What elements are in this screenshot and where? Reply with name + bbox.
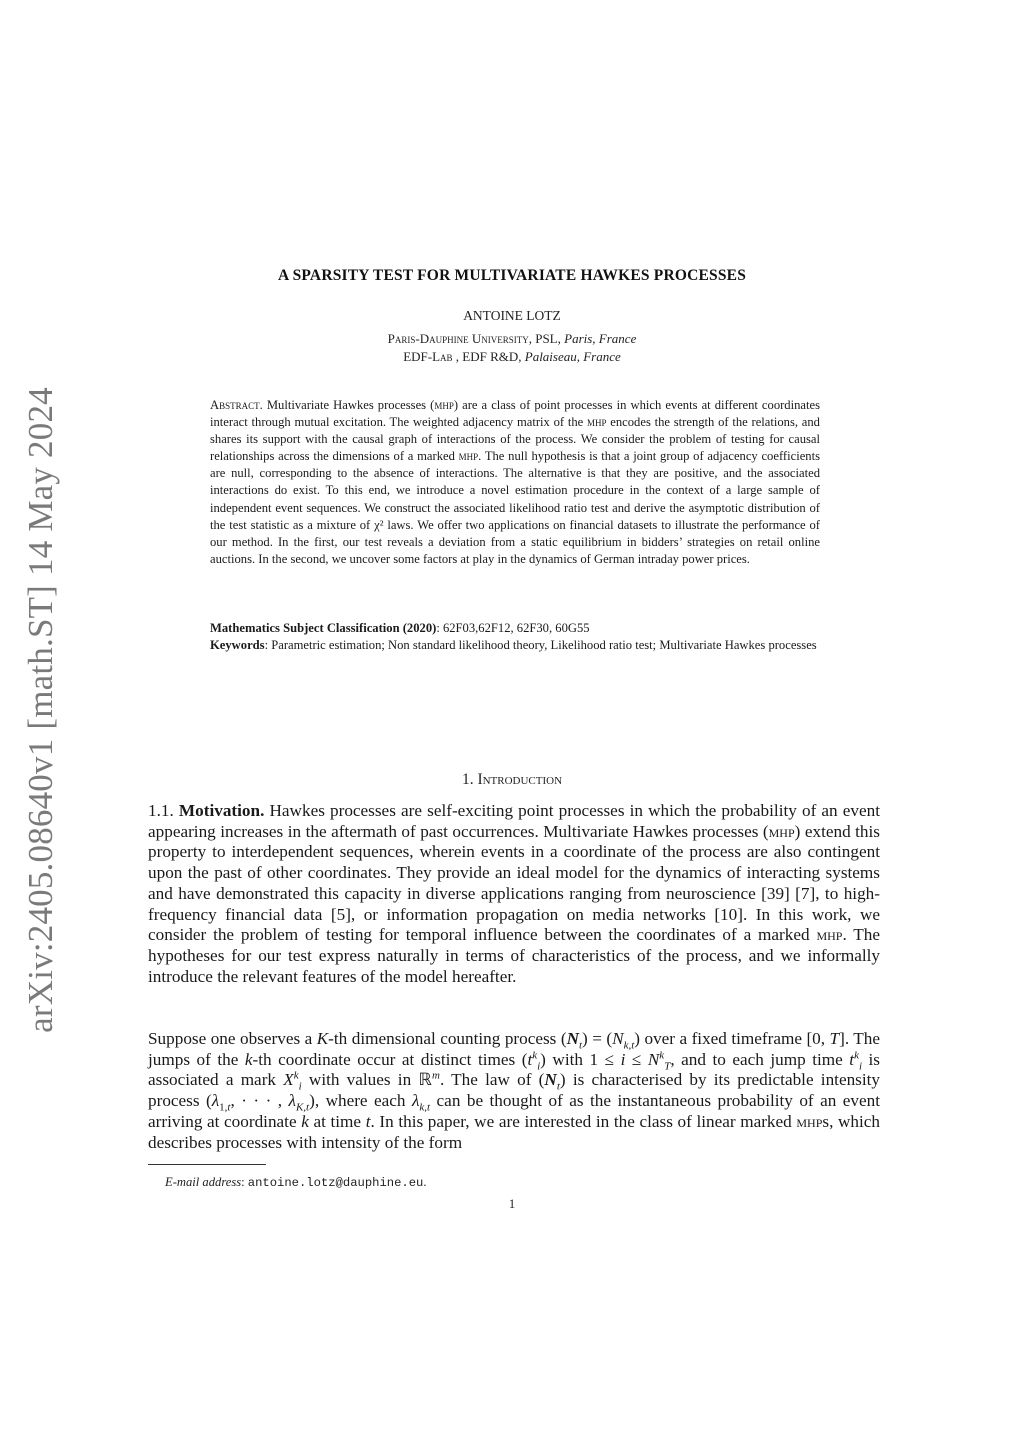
abstract-label: Abstract. — [210, 398, 263, 412]
subsection-title: Motivation. — [178, 801, 265, 820]
section-heading — [0, 771, 1024, 789]
paragraph2-acronym: mhp — [796, 1111, 823, 1131]
paragraph2-text: -th dimensional counting process ( — [328, 1029, 567, 1048]
paragraph2-text: , and to each jump time — [670, 1049, 850, 1069]
abstract-text-3: encodes the strength of the relations, and shares its support with the causal graph of interactions of the process. We consider the problem of testing for causal relationships across the dimensions of a marked — [210, 415, 820, 464]
paragraph2-text: ) over a fixed timeframe [0, — [634, 1029, 830, 1048]
paragraph2-text: ), where each — [309, 1091, 412, 1111]
paragraph-setup: Suppose one observes a K-th dimensional counting process $(N_t) = (N_{k,t})$ over a fixed timeframe [0, T]. The jumps of the k-th coordinate occur at distinct times $(t^k_i)$ with $1 \le i \le N^k_T$, and to each jump time $t^k_i$ is associated a mark $X^k_i$ with values in ℝ$^m$. The law of $(N_t)$ is characterised by its predictable intensity process ($\lambda_{1,t}$, · · · , $\lambda_{K,t}$), where each $\lambda_{k,t}$ can be thought of as the instantaneous probability of an event arriving at coordinate k at time t. In this paper, we are interested in the class of linear marked mhps, which describes processes with intensity of the form — [148, 1029, 880, 1152]
keywords-label: Keywords — [210, 638, 265, 653]
affiliation-1 — [0, 331, 1024, 347]
paragraph2-text: . In this paper, we are interested in the class of linear marked — [370, 1111, 797, 1131]
abstract-acronym: mhp — [458, 449, 479, 464]
paragraph2-text: Suppose one observes a — [148, 1029, 317, 1048]
paragraph2-text: can be thought of as the instantaneous probability of an event arriving at coordinate — [148, 1091, 880, 1131]
paragraph2-text: ) with 1 ≤ — [540, 1049, 621, 1069]
arxiv-identifier-text: arXiv:2405.08640v1 [math.ST] 14 May 2024 — [21, 387, 60, 1033]
paragraph2-text: ≤ — [625, 1049, 648, 1069]
abstract — [210, 397, 820, 568]
page-number: 1 — [508, 1197, 516, 1211]
classification-block — [210, 620, 820, 654]
msc-value: : 62F03,62F12, 62F30, 60G55 — [436, 621, 590, 635]
affiliation-1-institution: Paris-Dauphine University, PSL, — [387, 331, 561, 346]
abstract-text-2: ) are a class of point processes in which events at different coordinates interact through mutual excitation. The weighted adjacency matrix of the — [210, 398, 820, 430]
keywords-value: : Parametric estimation; Non standard likelihood theory, Likelihood ratio test; Multivariate Hawkes processes — [264, 638, 817, 653]
footnote-label: E-mail address — [165, 1175, 242, 1189]
paragraph1-acronym: mhp — [816, 925, 843, 945]
paragraph1-text-3: . The hypotheses for our test express naturally in terms of characteristics of the process, and we informally introduce the relevant features of the model hereafter. — [148, 925, 880, 986]
abstract-acronym: mhp — [434, 398, 454, 412]
abstract-text-4: . The null hypothesis is that a joint group of adjacency coefficients are null, corresponding to the absence of interactions. The alternative is that they are positive, and the associated interactions do exist. To this end, we introduce a novel estimation procedure in the context of a large sample of independent event sequences. We construct the associated likelihood ratio test and derive the asymptotic distribution of the test statistic as a mixture of χ² laws. We offer two applications on financial datasets to illustrate the performance of our method. In the first, our test reveals a deviation from a static equilibrium in bidders’ strategies on retail online auctions. In the second, we uncover some factors at play in the dynamics of German intraday power prices. — [210, 449, 820, 566]
abstract-acronym: mhp — [587, 415, 607, 430]
abstract-text-1: Multivariate Hawkes processes ( — [266, 398, 435, 412]
msc-label: Mathematics Subject Classification (2020) — [210, 621, 437, 635]
affiliation-2-institution: EDF-Lab , EDF R&D, — [403, 349, 522, 364]
paragraph-motivation — [148, 801, 880, 987]
paragraph2-text: at time — [308, 1111, 366, 1131]
footnote-email: E-mail address: antoine.lotz@dauphine.eu. — [165, 1175, 427, 1190]
affiliation-1-location: Paris, France — [564, 331, 637, 346]
paper-title: A SPARSITY TEST FOR MULTIVARIATE HAWKES PROCESSES — [277, 267, 747, 284]
paragraph2-text: with values in ℝ — [301, 1070, 433, 1090]
paragraph1-text-2: ) extend this property to interdependent sequences, wherein events in a coordinate of the process are also contingent upon the past of other coordinates. They provide an ideal model for the dynamics of interacting systems and have demonstrated this capacity in diverse applications ranging from neuroscience [39] [7], to high-frequency financial data [5], or information propagation on media networks [10]. In this work, we consider the problem of testing for temporal influence between the coordinates of a marked — [148, 821, 880, 945]
subsection-number: 1.1. — [148, 801, 174, 820]
email-address[interactable]: antoine.lotz@dauphine.eu — [247, 1176, 424, 1190]
paragraph2-text: is associated a mark — [148, 1049, 880, 1090]
paragraph2-text: ) = ( — [582, 1029, 613, 1048]
paragraph1-text-1: Hawkes processes are self-exciting point processes in which the probability of an event appearing increases in the aftermath of past occurrences. Multivariate Hawkes processes ( — [148, 801, 881, 841]
author-name: ANTOINE LOTZ — [463, 308, 561, 323]
section-title: Introduction — [477, 771, 563, 788]
keywords-line — [210, 637, 820, 654]
msc-line — [210, 620, 820, 637]
paragraph2-text: s, which describes processes with intensity of the form — [148, 1111, 880, 1152]
paragraph1-acronym: mhp — [768, 821, 795, 841]
affiliation-2-location: Palaiseau, France — [524, 349, 621, 364]
paragraph2-text: -th coordinate occur at distinct times ( — [252, 1049, 528, 1069]
affiliation-2 — [0, 349, 1024, 365]
section-number: 1. — [461, 771, 474, 788]
footnote-divider — [148, 1164, 266, 1165]
paragraph2-text: . The law of ( — [439, 1070, 545, 1090]
paragraph2-text: ]. The jumps of the — [148, 1029, 880, 1069]
paragraph2-text: ) is characterised by its predictable intensity process ( — [148, 1070, 880, 1111]
